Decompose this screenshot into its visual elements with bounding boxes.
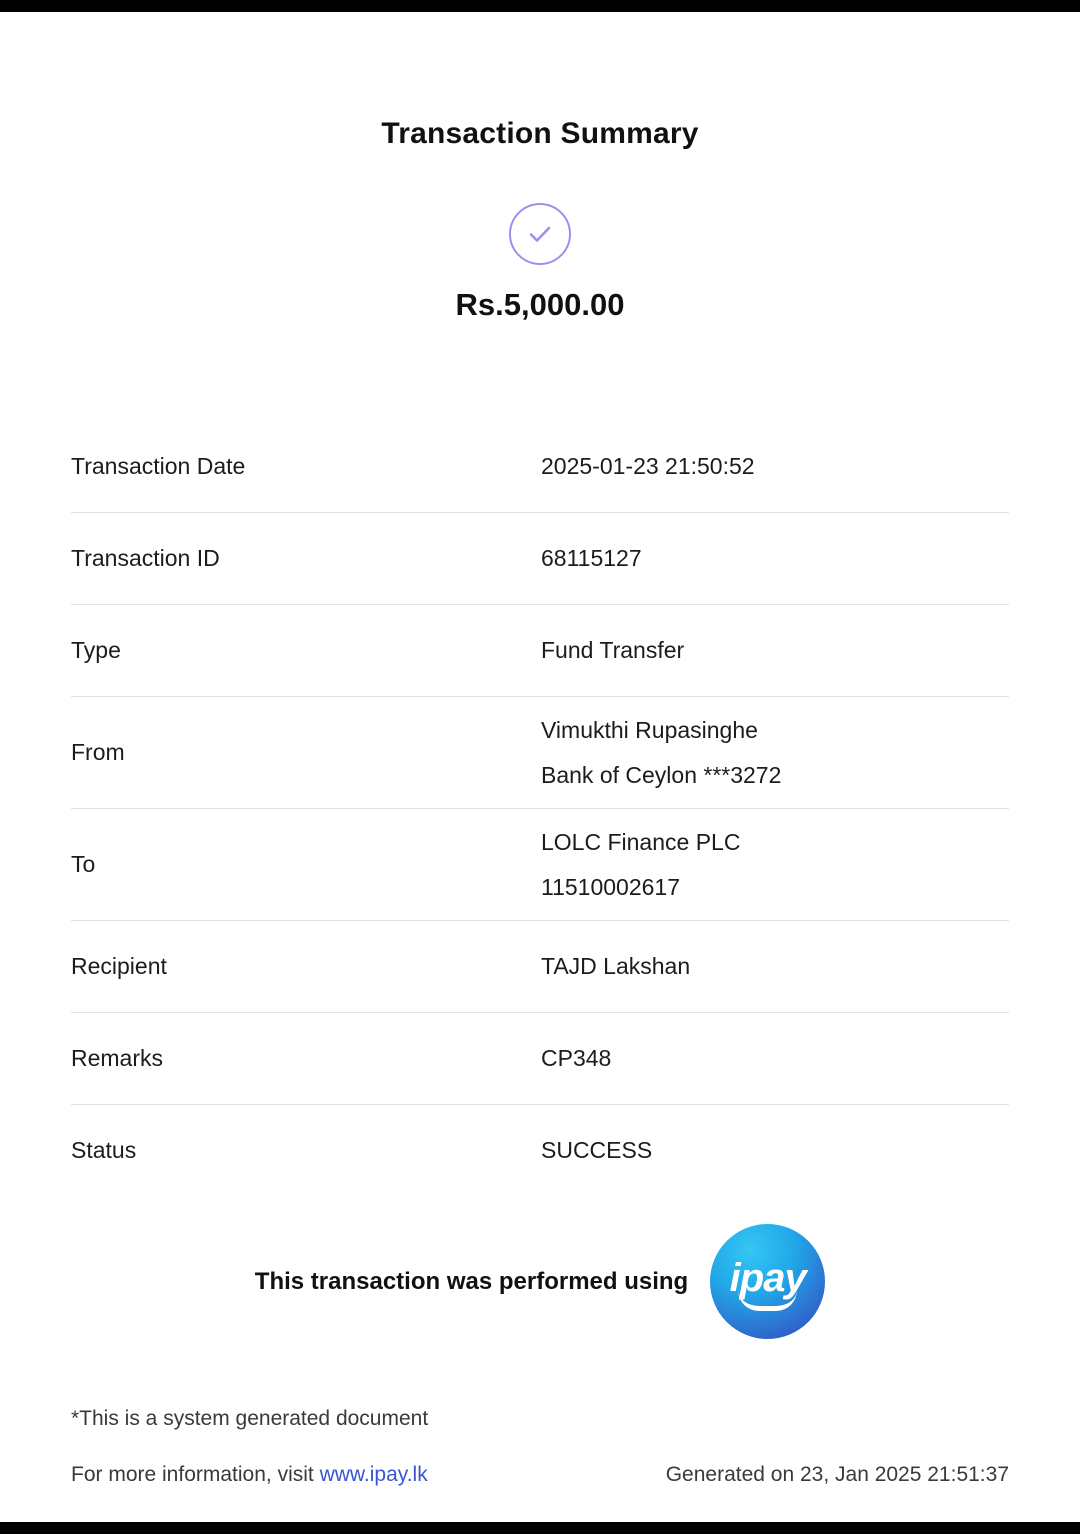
system-generated-note: *This is a system generated document bbox=[71, 1407, 429, 1430]
ipay-link[interactable]: www.ipay.lk bbox=[319, 1463, 428, 1486]
value-line: LOLC Finance PLC bbox=[541, 828, 741, 855]
more-info-prefix: For more information, visit bbox=[71, 1463, 320, 1486]
row-value-transaction-id bbox=[541, 513, 1009, 605]
row-label-transaction-id: Transaction ID bbox=[71, 513, 541, 605]
row-label-from: From bbox=[71, 697, 541, 809]
row-label-to: To bbox=[71, 809, 541, 921]
table-row bbox=[71, 513, 1009, 605]
row-value-from bbox=[541, 697, 1009, 809]
row-label-status: Status bbox=[71, 1137, 137, 1163]
table-row bbox=[71, 921, 1009, 1013]
value-line: Bank of Ceylon ***3272 bbox=[541, 761, 782, 788]
transaction-summary-document bbox=[0, 12, 1080, 1522]
row-label-remarks: Remarks bbox=[71, 1013, 541, 1105]
table-row bbox=[71, 1105, 1009, 1197]
page-title: Transaction Summary bbox=[381, 117, 699, 150]
value-line: Vimukthi Rupasinghe bbox=[541, 716, 758, 743]
value-line: 11510002617 bbox=[541, 873, 680, 900]
more-info-text bbox=[71, 1463, 428, 1487]
table-row bbox=[71, 421, 1009, 513]
footer-row bbox=[71, 1463, 1009, 1487]
table-row bbox=[71, 697, 1009, 809]
row-value-to bbox=[541, 809, 1009, 921]
status-icon-wrap bbox=[0, 203, 1080, 265]
row-label-transaction-date: Transaction Date bbox=[71, 421, 541, 513]
row-value-type bbox=[541, 605, 1009, 697]
generated-on-text: Generated on 23, Jan 2025 21:51:37 bbox=[665, 1463, 1009, 1486]
brand-footer bbox=[0, 1224, 1080, 1339]
row-label-type: Type bbox=[71, 605, 541, 697]
ipay-logo-word: ipay bbox=[729, 1256, 806, 1300]
value-line: Fund Transfer bbox=[541, 637, 685, 663]
table-row bbox=[71, 1013, 1009, 1105]
value-line: 68115127 bbox=[541, 545, 642, 571]
value-line: TAJD Lakshan bbox=[541, 953, 691, 979]
table-row bbox=[71, 605, 1009, 697]
check-circle-icon bbox=[509, 203, 571, 265]
value-line: 2025-01-23 21:50:52 bbox=[541, 453, 755, 479]
performed-using-text: This transaction was performed using bbox=[254, 1267, 689, 1295]
value-line: CP348 bbox=[541, 1045, 612, 1071]
row-label-recipient: Recipient bbox=[71, 921, 541, 1013]
row-value-status bbox=[541, 1105, 1009, 1197]
row-value-transaction-date bbox=[541, 421, 1009, 513]
status-badge: SUCCESS bbox=[541, 1137, 653, 1163]
row-value-recipient bbox=[541, 921, 1009, 1013]
transaction-details-table bbox=[71, 421, 1009, 1196]
ipay-logo-smile bbox=[738, 1290, 797, 1311]
amount: Rs.5,000.00 bbox=[455, 287, 625, 322]
ipay-logo bbox=[710, 1224, 825, 1339]
footer-notes bbox=[71, 1407, 1009, 1487]
row-value-remarks bbox=[541, 1013, 1009, 1105]
table-row bbox=[71, 809, 1009, 921]
